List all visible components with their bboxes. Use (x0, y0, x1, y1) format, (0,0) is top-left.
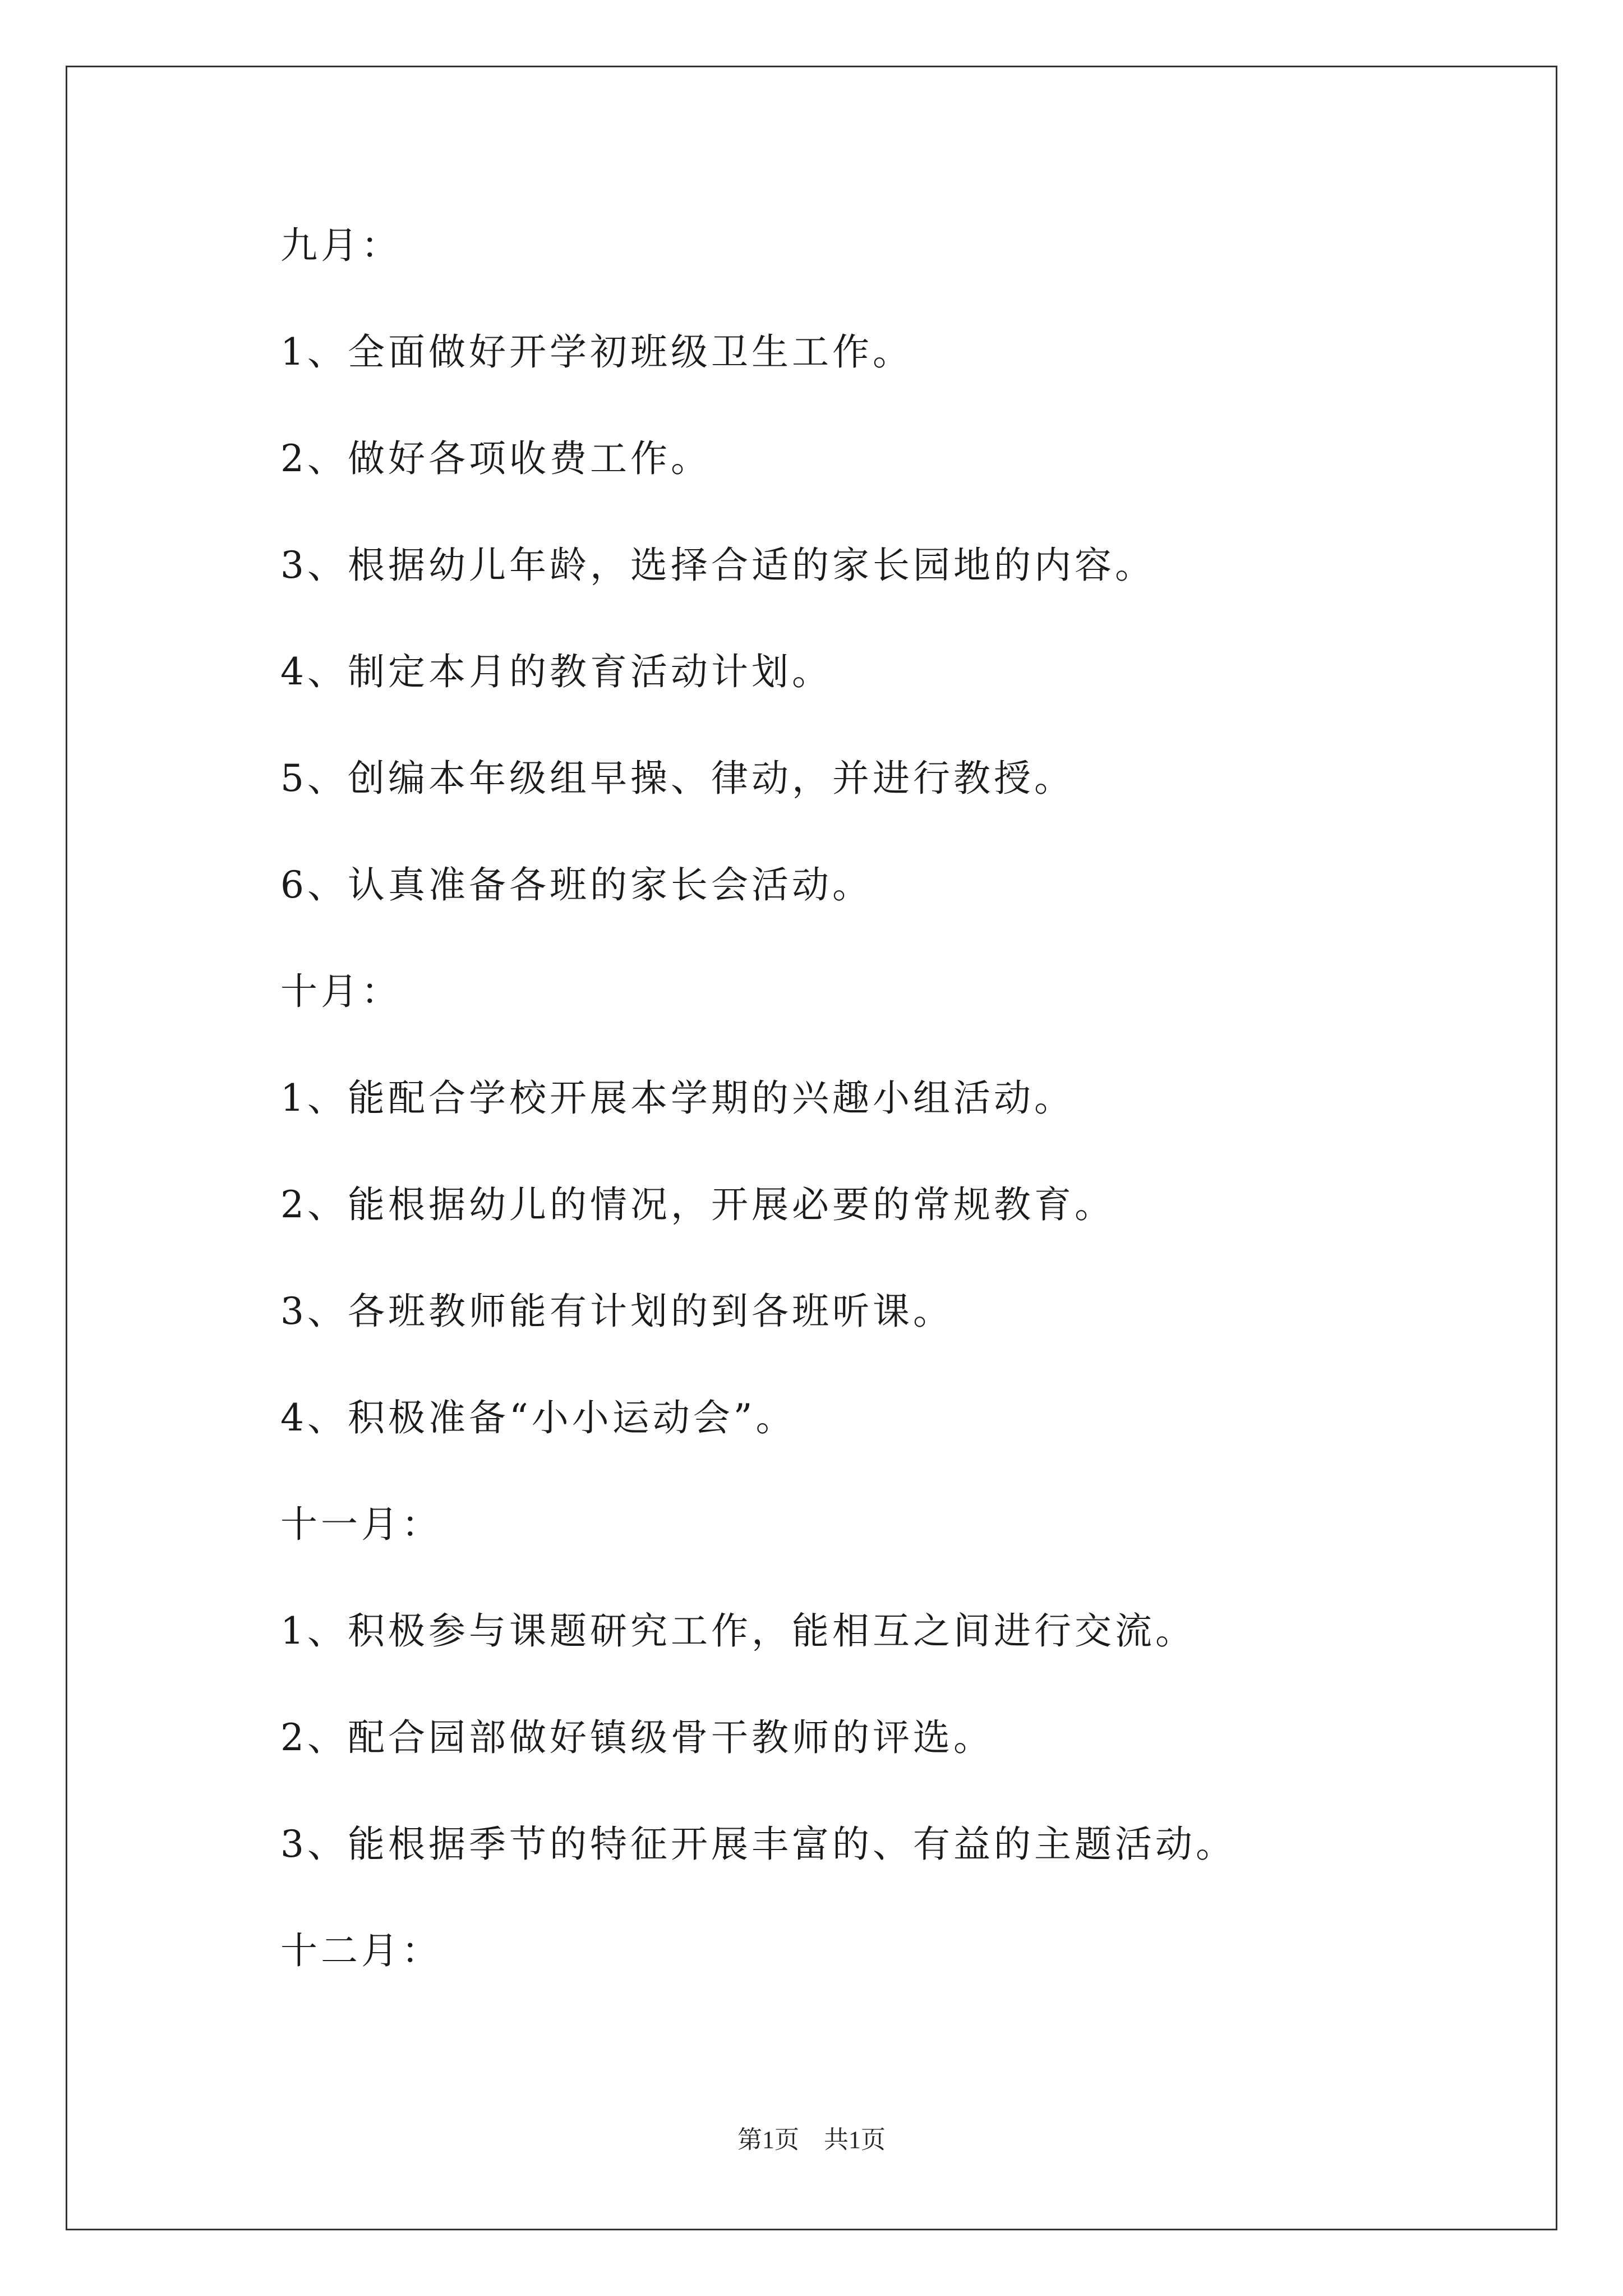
list-item: 2、能根据幼儿的情况，开展必要的常规教育。 (280, 1183, 1115, 1226)
page-number-footer: 第1页 共1页 (737, 2126, 886, 2154)
list-item: 3、能根据季节的特征开展丰富的、有益的主题活动。 (280, 1823, 1236, 1866)
list-item: 2、配合园部做好镇级骨干教师的评选。 (280, 1716, 994, 1759)
list-item: 3、各班教师能有计划的到各班听课。 (280, 1290, 953, 1333)
month-heading-september: 九月： (280, 224, 402, 267)
list-item: 2、做好各项收费工作。 (280, 437, 711, 480)
list-item: 4、制定本月的教育活动计划。 (280, 650, 832, 693)
month-heading-october: 十月： (280, 970, 402, 1013)
list-item: 1、积极参与课题研究工作，能相互之间进行交流。 (280, 1609, 1196, 1653)
list-item: 5、创编本年级组早操、律动，并进行教授。 (280, 757, 1075, 800)
month-heading-november: 十一月： (280, 1503, 442, 1546)
list-item: 4、积极准备“小小运动会”。 (280, 1396, 796, 1439)
document-body (280, 219, 1514, 2031)
list-item: 1、全面做好开学初班级卫生工作。 (280, 330, 913, 374)
list-item: 1、能配合学校开展本学期的兴趣小组活动。 (280, 1076, 1075, 1120)
list-item: 6、认真准备各班的家长会活动。 (280, 863, 873, 907)
month-heading-december: 十二月： (280, 1929, 442, 1972)
list-item: 3、根据幼儿年龄，选择合适的家长园地的内容。 (280, 544, 1155, 587)
